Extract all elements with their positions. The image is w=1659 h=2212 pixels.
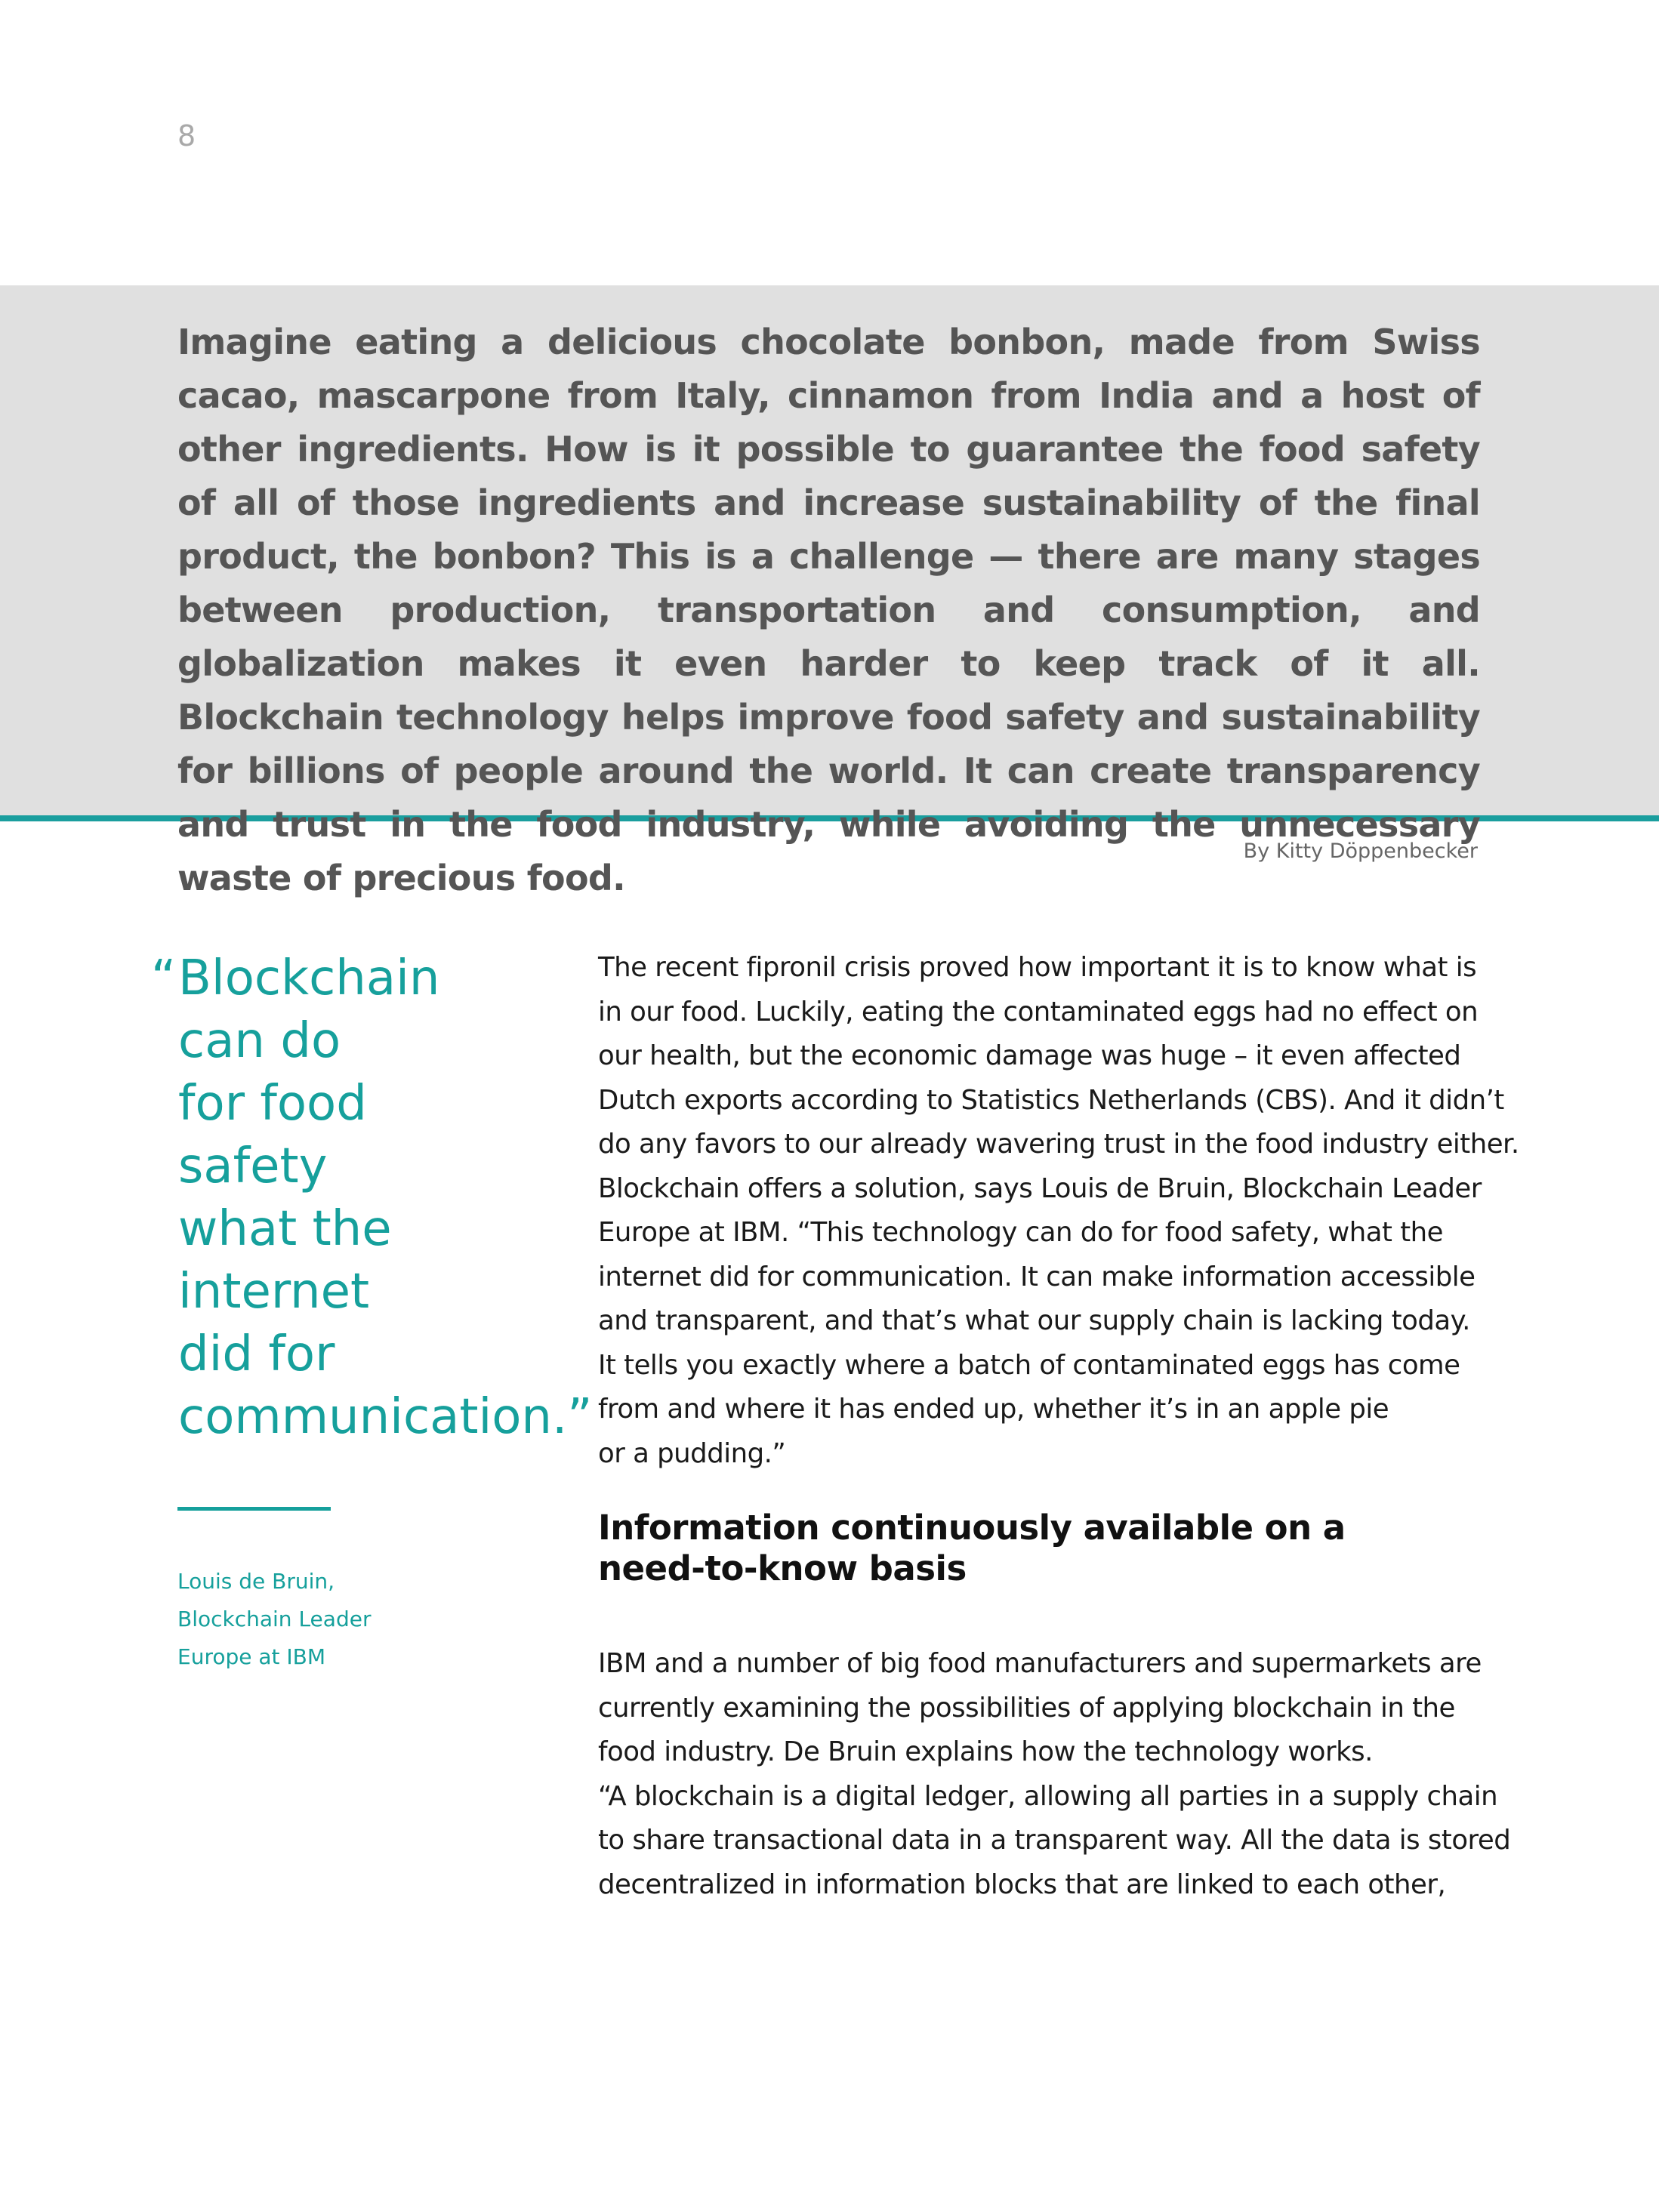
body-line: Dutch exports according to Statistics Netherlands (CBS). And it didn’t (598, 1084, 1504, 1116)
section-heading-line: need-to-know basis (598, 1548, 967, 1588)
quote-divider (177, 1507, 331, 1511)
body-line: Blockchain offers a solution, says Louis de Bruin, Blockchain Leader (598, 1172, 1482, 1204)
body-line: decentralized in information blocks that are linked to each other, (598, 1868, 1446, 1900)
body-line: currently examining the possibilities of applying blockchain in the (598, 1692, 1455, 1724)
attribution-line: Blockchain Leader (177, 1607, 372, 1631)
attribution-line: Louis de Bruin, (177, 1569, 335, 1594)
page-number: 8 (177, 119, 196, 152)
section-heading-line: Information continuously available on a (598, 1508, 1346, 1548)
body-line: from and where it has ended up, whether it’s in an apple pie (598, 1394, 1389, 1425)
attribution-line: Europe at IBM (177, 1644, 326, 1669)
body-line: Europe at IBM. “This technology can do for food safety, what the (598, 1217, 1444, 1248)
section-heading (598, 1508, 1497, 1589)
body-line: and transparent, and that’s what our supply chain is lacking today. (598, 1305, 1470, 1336)
pull-quote-line: internet (178, 1264, 370, 1320)
pull-quote (151, 947, 593, 1449)
body-line: our health, but the economic damage was huge – it even affected (598, 1040, 1461, 1071)
pull-quote-line: can do (178, 1013, 341, 1069)
pull-quote-line: safety (178, 1138, 328, 1194)
body-line: The recent fipronil crisis proved how important it is to know what is (598, 952, 1477, 983)
body-line: do any favors to our already wavering trust in the food industry either. (598, 1129, 1519, 1160)
body-line: internet did for communication. It can make information accessible (598, 1261, 1476, 1292)
body-line: food industry. De Bruin explains how the technology works. (598, 1736, 1373, 1767)
pull-quote-line: did for (178, 1326, 335, 1382)
body-line: It tells you exactly where a batch of contaminated eggs has come (598, 1349, 1460, 1381)
quote-attribution (177, 1563, 371, 1676)
body-line: to share transactional data in a transparent way. All the data is stored (598, 1825, 1511, 1856)
body-line: or a pudding.” (598, 1437, 786, 1469)
byline: By Kitty Döppenbecker (1243, 840, 1478, 863)
pull-quote-line: communication.” (178, 1389, 593, 1445)
body-paragraph-2 (598, 1642, 1511, 1907)
pull-quote-line: Blockchain (178, 950, 440, 1006)
body-line: IBM and a number of big food manufacturers and supermarkets are (598, 1648, 1482, 1679)
body-line: “A blockchain is a digital ledger, allowing all parties in a supply chain (598, 1780, 1498, 1812)
pull-quote-line: for food (178, 1076, 367, 1132)
open-quote-mark: “ (151, 950, 177, 1006)
body-line: in our food. Luckily, eating the contaminated eggs had no effect on (598, 996, 1479, 1027)
body-paragraph-1 (598, 946, 1519, 1476)
pull-quote-text (178, 947, 593, 1449)
pull-quote-line: what the (178, 1201, 392, 1257)
intro-paragraph: Imagine eating a delicious chocolate bonbon, made from Swiss cacao, mascarpone from Italy, cinnamon from India and a host of other ingredients. How is it possible to guarantee the food safety of all of those ingredients and increase sustainability of the final product, the bonbon? This is a challenge — there are many stages between production, transportation and consumption, and globalization makes it even harder to keep track of it all. Blockchain technology helps improve food safety and sustainability for billions of people around the world. It can create transparency and trust in the food industry, while avoiding the unnecessary waste of precious food. (177, 322, 1480, 898)
